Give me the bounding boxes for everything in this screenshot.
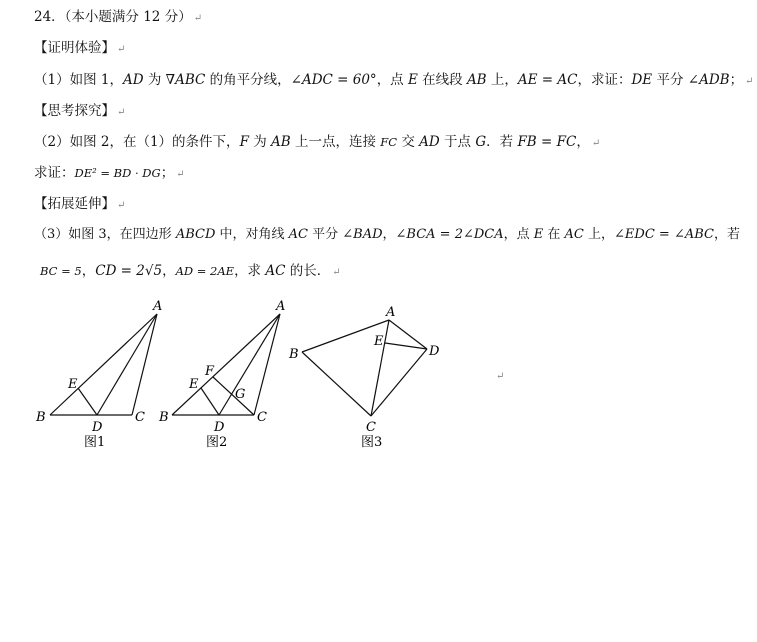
text: 在线段 [417,72,467,88]
segment-ba [50,314,157,415]
math-e: E [533,227,544,242]
figure-3 [302,320,427,416]
return-mark: ↵ [117,200,126,211]
problem-number: 24．（本小题满分 12 分） [34,9,192,25]
part1-label: （1）如图 1， [34,72,123,88]
math-de-squared: DE² = BD · DG [74,166,161,180]
fig1-label-b: B [36,410,46,425]
prove-label: 求证： [34,165,75,181]
math-angle-adb: ∠ADB [687,72,730,88]
math-cd: CD = 2√5 [95,263,163,279]
text: ， [576,134,590,150]
math-angle-adc: ∠ADC = 60° [290,72,377,88]
section1-title: 【证明体验】 [34,40,115,56]
segment-da [219,314,280,415]
return-mark: ↵ [117,107,126,118]
part2-label: （2）如图 2，在（1）的条件下， [34,134,240,150]
section3-title: 【拓展延伸】 [34,196,115,212]
text: ，点 [503,227,534,242]
fig2-caption: 图2 [206,435,228,450]
text: ，点 [376,72,408,88]
text: ，若 [713,227,740,242]
math-angle-bca: ∠BCA = 2∠DCA [395,227,504,242]
segment-ed [78,388,97,415]
fig3-caption: 图3 [361,435,383,450]
text: 平分 [307,227,343,242]
text: 上一点，连接 [290,134,381,150]
text: 上， [486,72,518,88]
return-mark: ↵ [193,13,203,24]
math-ac: AC [265,263,286,279]
math-ad: AD [419,134,440,150]
section2-title: 【思考探究】 [34,103,115,119]
text: ， [81,263,96,279]
text: 上， [583,227,615,242]
segment-dc [371,349,427,416]
fig2-label-a: A [276,299,286,314]
text: 的角平分线， [205,72,291,88]
math-f: F [239,134,249,150]
math-abcd: ABCD [175,227,216,242]
text: ，求证： [577,72,632,88]
math-angle-edc: ∠EDC = ∠ABC [614,227,714,242]
return-mark: ↵ [496,371,505,382]
text: ， [162,263,176,279]
return-mark: ↵ [745,76,754,87]
segment-ca [132,314,157,415]
math-fc: FC [380,135,398,149]
fig2-label-g: G [235,387,246,402]
text: 的长． [285,263,331,279]
math-ac: AC [564,227,584,242]
fig2-label-f: F [205,364,215,379]
return-mark: ↵ [176,169,185,180]
fig1-label-c: C [135,410,145,425]
segment-ca [254,314,280,415]
fig3-label-a: A [386,305,396,320]
segment-da [97,314,157,415]
text: 为 [143,72,166,88]
text: ．若 [486,134,518,150]
math-g: G [475,134,487,150]
segment-fc [213,377,254,415]
fig2-label-e: E [189,377,199,392]
fig1-label-a: A [153,299,163,314]
segment-ba [172,314,280,415]
text: ； [729,72,744,88]
text: ， [382,227,396,242]
text: 在 [543,227,565,242]
fig2-label-c: C [257,410,267,425]
math-ac: AC [288,227,308,242]
figure-2 [172,314,280,415]
math-fb-fc: FB = FC [517,134,577,150]
math-ae-ac: AE = AC [517,72,578,88]
segment-cb [302,352,371,416]
math-e: E [407,72,418,88]
math-bc: BC = 5 [40,264,82,278]
text: 平分 [652,72,688,88]
math-ad-2ae: AD = 2AE [175,264,235,278]
fig1-caption: 图1 [84,435,106,450]
part3-label: （3）如图 3，在四边形 [34,227,176,242]
math-ab: AB [466,72,487,88]
fig1-label-d: D [92,420,103,435]
text: ，求 [234,263,266,279]
fig2-label-d: D [214,420,225,435]
segment-ed [201,388,219,415]
fig3-label-b: B [289,347,299,362]
fig3-label-e: E [374,334,384,349]
return-mark: ↵ [591,138,601,149]
fig2-label-b: B [159,410,169,425]
text: ； [160,165,175,181]
fig1-label-e: E [68,377,78,392]
math-ad: AD [122,72,144,88]
math-de: DE [631,72,653,88]
text: 交 [397,134,420,150]
math-ab: AB [271,134,291,150]
return-mark: ↵ [332,267,341,278]
return-mark: ↵ [117,44,126,55]
fig3-label-d: D [429,344,440,359]
text: 中，对角线 [215,227,289,242]
text: 于点 [439,134,476,150]
fig3-label-c: C [366,420,376,435]
figure-1 [50,314,157,415]
text: 为 [248,134,272,150]
math-angle-bad: ∠BAD [342,227,383,242]
math-triangle-abc: ∇ABC [165,72,206,88]
